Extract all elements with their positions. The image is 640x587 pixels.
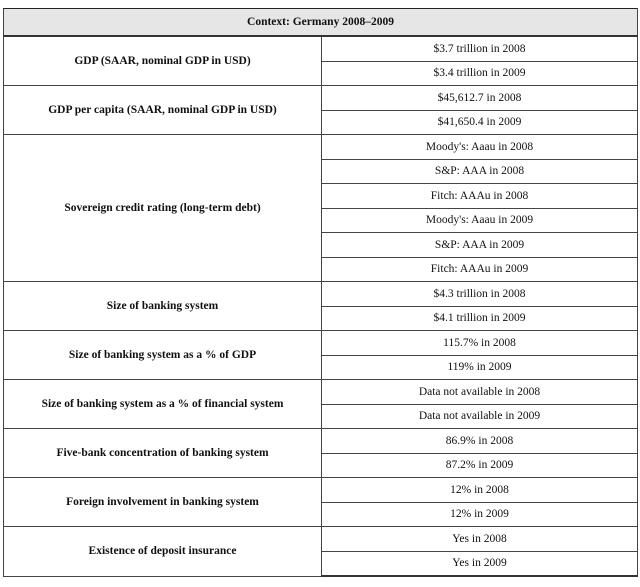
table-row: [4, 282, 638, 307]
row-label: GDP (SAAR, nominal GDP in USD): [4, 36, 322, 86]
row-value: $3.7 trillion in 2008: [322, 36, 638, 61]
row-label: Size of banking system: [4, 282, 322, 331]
row-value: $4.1 trillion in 2009: [322, 306, 638, 331]
table-row: [4, 429, 638, 454]
table-row: [4, 36, 638, 61]
row-value: Moody's: Aaau in 2008: [322, 135, 638, 160]
row-value: 119% in 2009: [322, 355, 638, 380]
row-value: 12% in 2008: [322, 478, 638, 503]
row-value: Yes in 2009: [322, 551, 638, 576]
row-value: S&P: AAA in 2008: [322, 159, 638, 184]
row-value: Data not available in 2009: [322, 404, 638, 429]
row-label: Existence of deposit insurance: [4, 527, 322, 577]
row-value: Fitch: AAAu in 2008: [322, 184, 638, 209]
table-header-row: [4, 9, 638, 37]
row-label: Size of banking system as a % of financial system: [4, 380, 322, 429]
context-table-container: [3, 8, 637, 577]
row-label: Size of banking system as a % of GDP: [4, 331, 322, 380]
table-row: [4, 135, 638, 160]
row-label: Sovereign credit rating (long-term debt): [4, 135, 322, 282]
row-value: S&P: AAA in 2009: [322, 233, 638, 258]
table-title: Context: Germany 2008–2009: [4, 9, 638, 37]
row-value: $4.3 trillion in 2008: [322, 282, 638, 307]
row-value: Data not available in 2008: [322, 380, 638, 405]
row-value: $41,650.4 in 2009: [322, 110, 638, 135]
table-body: [4, 36, 638, 576]
row-value: $3.4 trillion in 2009: [322, 61, 638, 86]
row-value: 12% in 2009: [322, 502, 638, 527]
row-value: 86.9% in 2008: [322, 429, 638, 454]
table-row: [4, 380, 638, 405]
row-label: Foreign involvement in banking system: [4, 478, 322, 527]
row-label: Five-bank concentration of banking system: [4, 429, 322, 478]
row-value: Yes in 2008: [322, 527, 638, 552]
table-row: [4, 527, 638, 552]
row-value: 87.2% in 2009: [322, 453, 638, 478]
table-row: [4, 331, 638, 356]
row-value: $45,612.7 in 2008: [322, 86, 638, 111]
row-value: Fitch: AAAu in 2009: [322, 257, 638, 282]
table-row: [4, 86, 638, 111]
row-label: GDP per capita (SAAR, nominal GDP in USD): [4, 86, 322, 135]
table-row: [4, 478, 638, 503]
context-table: [3, 8, 638, 577]
row-value: Moody's: Aaau in 2009: [322, 208, 638, 233]
row-value: 115.7% in 2008: [322, 331, 638, 356]
